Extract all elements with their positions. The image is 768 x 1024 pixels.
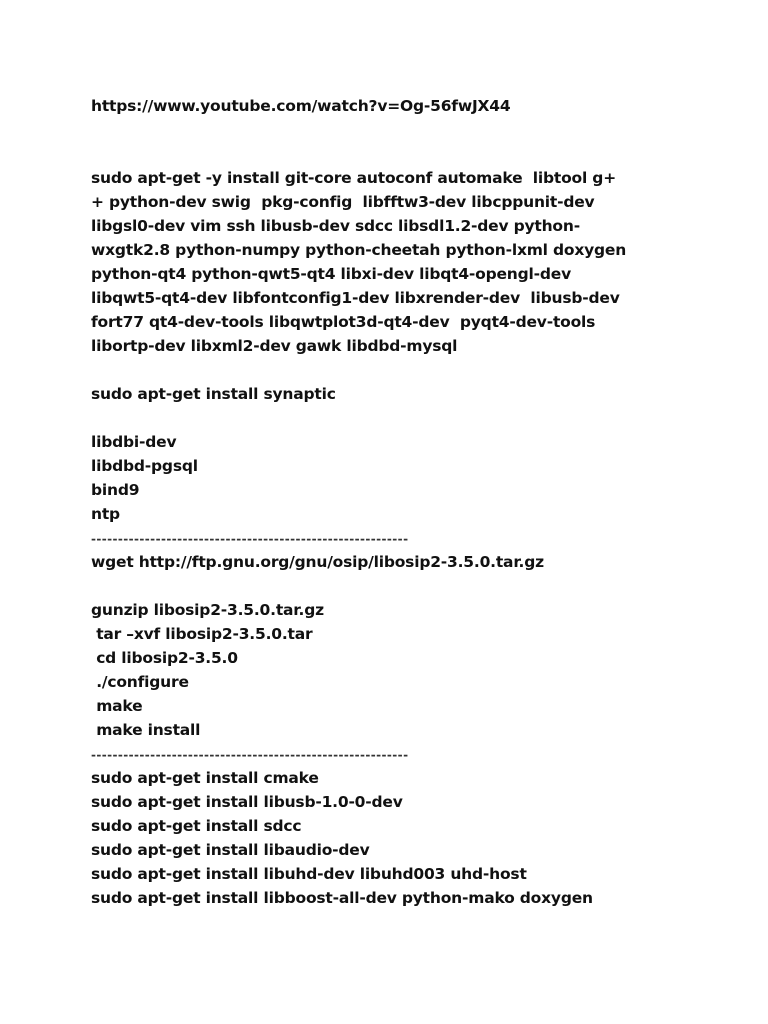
- build-step: tar –xvf libosip2-3.5.0.tar: [91, 625, 313, 643]
- build-step: ./configure: [91, 673, 189, 691]
- apt-install-line: fort77 qt4-dev-tools libqwtplot3d-qt4-dev pyqt4-dev-tools: [91, 313, 596, 331]
- apt-install-line: wxgtk2.8 python-numpy python-cheetah python-lxml doxygen: [91, 241, 627, 259]
- package-list: [91, 430, 691, 526]
- build-step: make install: [91, 721, 201, 739]
- install-command: sudo apt-get install sdcc: [91, 817, 302, 835]
- package-item: bind9: [91, 481, 140, 499]
- youtube-url[interactable]: https://www.youtube.com/watch?v=Og-56fwJX44: [91, 97, 511, 115]
- install-command: sudo apt-get install libuhd-dev libuhd003 uhd-host: [91, 865, 527, 883]
- install-commands: [91, 766, 691, 910]
- apt-install-line: libgsl0-dev vim ssh libusb-dev sdcc libsdl1.2-dev python-: [91, 217, 580, 235]
- build-step: make: [91, 697, 143, 715]
- apt-install-line: + python-dev swig pkg-config libfftw3-dev libcppunit-dev: [91, 193, 595, 211]
- apt-install-line: sudo apt-get -y install git-core autoconf automake libtool g+: [91, 169, 616, 187]
- blank-line: [91, 118, 691, 166]
- install-command: sudo apt-get install libboost-all-dev python-mako doxygen: [91, 889, 593, 907]
- document-body: [91, 94, 691, 910]
- build-step: cd libosip2-3.5.0: [91, 649, 238, 667]
- blank-line: [91, 358, 691, 382]
- blank-line: [91, 406, 691, 430]
- build-steps: [91, 598, 691, 742]
- install-command: sudo apt-get install libaudio-dev: [91, 841, 370, 859]
- wget-command: wget http://ftp.gnu.org/gnu/osip/libosip2-3.5.0.tar.gz: [91, 553, 544, 571]
- package-item: libdbi-dev: [91, 433, 177, 451]
- apt-install-line: libortp-dev libxml2-dev gawk libdbd-mysql: [91, 337, 458, 355]
- apt-install-line: libqwt5-qt4-dev libfontconfig1-dev libxrender-dev libusb-dev: [91, 289, 620, 307]
- synaptic-command: sudo apt-get install synaptic: [91, 385, 336, 403]
- apt-install-line: python-qt4 python-qwt5-qt4 libxi-dev libqt4-opengl-dev: [91, 265, 571, 283]
- package-item: libdbd-pgsql: [91, 457, 198, 475]
- package-item: ntp: [91, 505, 120, 523]
- dashed-separator: -----------------------------------------------------------: [91, 532, 409, 546]
- apt-install-block: [91, 166, 691, 358]
- build-step: gunzip libosip2-3.5.0.tar.gz: [91, 601, 324, 619]
- install-command: sudo apt-get install cmake: [91, 769, 319, 787]
- install-command: sudo apt-get install libusb-1.0-0-dev: [91, 793, 403, 811]
- dashed-separator: -----------------------------------------------------------: [91, 748, 409, 762]
- blank-line: [91, 574, 691, 598]
